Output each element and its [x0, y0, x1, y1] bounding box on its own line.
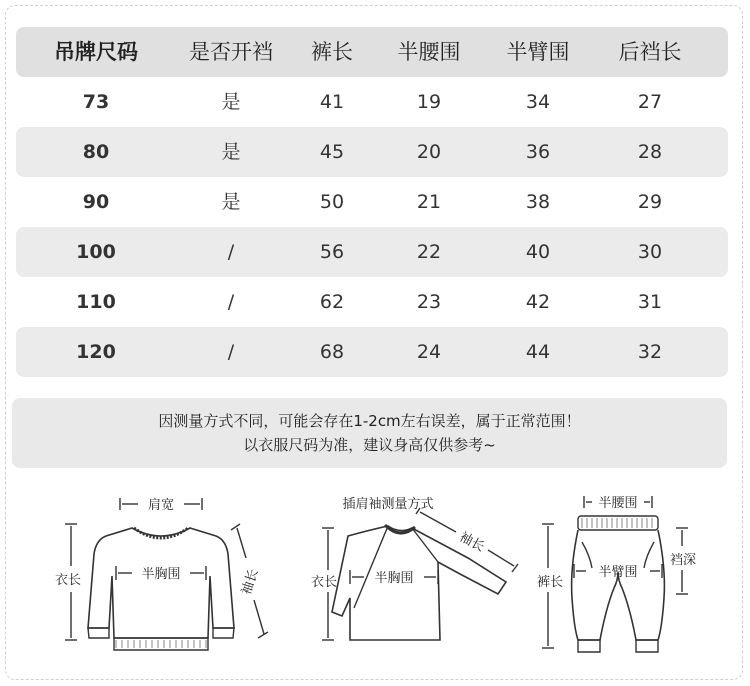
table-header-row — [16, 27, 728, 77]
cell-half-arm: 38 — [525, 191, 551, 213]
raglan-sleeve-label: 袖长 — [456, 529, 487, 556]
cell-pants-length: 41 — [319, 91, 345, 113]
measurement-note — [12, 398, 727, 468]
pants-diagram — [528, 488, 728, 663]
sweater-length-label: 衣长 — [54, 573, 82, 588]
cell-half-waist: 22 — [416, 241, 442, 263]
note-line-2: 以衣服尺码为准，建议身高仅供参考~ — [243, 436, 496, 454]
cell-size: 73 — [82, 91, 110, 113]
size-table — [16, 27, 728, 377]
sweater-sleeve-label: 袖长 — [239, 567, 262, 597]
cell-open-crotch: / — [227, 291, 235, 313]
cell-size: 100 — [76, 241, 116, 263]
shoulder-label: 肩宽 — [147, 498, 175, 513]
cell-open-crotch: / — [227, 341, 235, 363]
header-back-rise: 后裆长 — [618, 40, 682, 64]
sweater-diagram — [40, 488, 280, 663]
cell-half-waist: 19 — [416, 91, 442, 113]
cell-half-waist: 21 — [416, 191, 442, 213]
note-line-1: 因测量方式不同，可能会存在1-2cm左右误差，属于正常范围！ — [158, 412, 581, 430]
cell-back-rise: 31 — [637, 291, 663, 313]
raglan-length-label: 衣长 — [310, 575, 338, 590]
cell-size: 90 — [82, 191, 110, 213]
table-row — [16, 77, 728, 127]
cell-pants-length: 56 — [319, 241, 345, 263]
sweater-chest-label: 半胸围 — [141, 567, 181, 582]
cell-size: 80 — [82, 141, 110, 163]
cell-half-waist: 20 — [416, 141, 442, 163]
cell-open-crotch: 是 — [221, 191, 241, 213]
cell-open-crotch: 是 — [221, 91, 241, 113]
cell-half-arm: 34 — [525, 91, 551, 113]
pants-length-label: 裤长 — [536, 575, 564, 590]
cell-back-rise: 28 — [637, 141, 663, 163]
table-row — [16, 227, 728, 277]
cell-half-waist: 24 — [416, 341, 442, 363]
cell-pants-length: 68 — [319, 341, 345, 363]
table-row — [16, 277, 728, 327]
cell-half-arm: 36 — [525, 141, 551, 163]
table-row — [16, 327, 728, 377]
pants-thigh-label: 半臂围 — [598, 565, 638, 580]
header-size: 吊牌尺码 — [54, 40, 138, 64]
cell-open-crotch: 是 — [221, 141, 241, 163]
raglan-chest-label: 半胸围 — [374, 571, 414, 586]
cell-size: 110 — [76, 291, 116, 313]
header-half-waist: 半腰围 — [397, 40, 461, 64]
pants-waist-label: 半腰围 — [598, 496, 638, 511]
cell-back-rise: 30 — [637, 241, 663, 263]
cell-pants-length: 45 — [319, 141, 345, 163]
header-half-arm: 半臂围 — [506, 40, 570, 64]
cell-back-rise: 27 — [637, 91, 663, 113]
cell-pants-length: 50 — [319, 191, 345, 213]
table-row — [16, 177, 728, 227]
cell-back-rise: 32 — [637, 341, 663, 363]
cell-half-arm: 42 — [525, 291, 551, 313]
raglan-diagram — [288, 488, 538, 663]
cell-half-waist: 23 — [416, 291, 442, 313]
table-row — [16, 127, 728, 177]
cell-open-crotch: / — [227, 241, 235, 263]
cell-half-arm: 44 — [525, 341, 551, 363]
raglan-title: 插肩袖测量方式 — [342, 497, 434, 512]
header-pants-length: 裤长 — [311, 40, 353, 64]
cell-size: 120 — [76, 341, 116, 363]
cell-back-rise: 29 — [637, 191, 663, 213]
pants-rise-label: 裆深 — [669, 553, 697, 568]
cell-half-arm: 40 — [525, 241, 551, 263]
cell-pants-length: 62 — [319, 291, 345, 313]
header-open-crotch: 是否开裆 — [189, 40, 273, 64]
